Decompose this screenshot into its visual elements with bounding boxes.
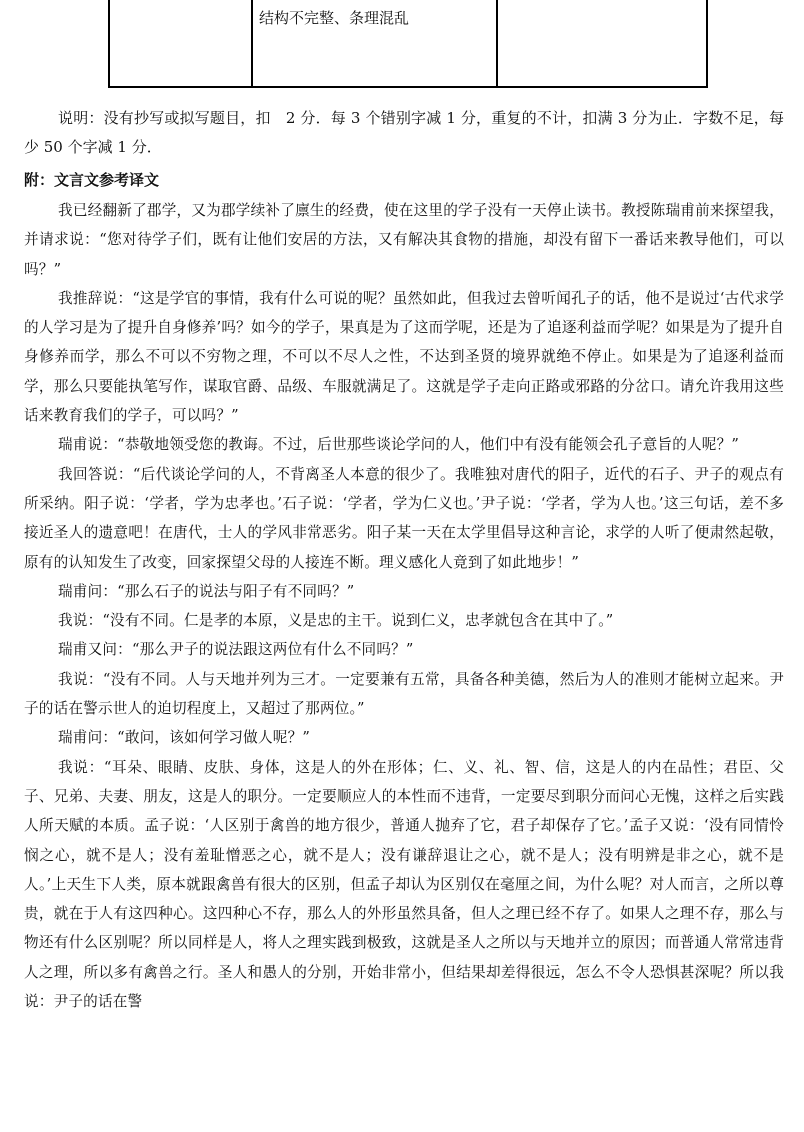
paragraph: 我说：“耳朵、眼睛、皮肤、身体，这是人的外在形体；仁、义、礼、智、信，这是人的内在品性；君臣、父子、兄弟、夫妻、朋友，这是人的职分。一定要顺应人的本性而不违背，一定要尽到职分而问心无愧，这样之后实践人所天赋的本质。孟子说：‘人区别于禽兽的地方很少，普通人抛弃了它，君子却保存了它。’孟子又说：‘没有同情怜悯之心，就不是人；没有羞耻憎恶之心，就不是人；没有谦辞退让之心，就不是人；没有明辨是非之心，就不是人。’上天生下人类，原本就跟禽兽有很大的区别，但孟子却认为区别仅在毫厘之间，为什么呢？对人而言，之所以尊贵，就在于人有这四种心。这四种心不存，那么人的外形虽然具备，但人之理已经不存了。如果人之理不存，那么与物还有什么区别呢？所以同样是人，将人之理实践到极致，这就是圣人之所以与天地并立的原因；而普通人常常违背人之理，所以多有禽兽之行。圣人和愚人的分别，开始非常小，但结果却差得很远，怎么不令人恐惧甚深呢？所以我说：尹子的话在警 <box>24 758 784 1011</box>
table-cell-empty-left <box>110 0 253 86</box>
grading-table-fragment <box>108 0 708 88</box>
paragraph: 瑞甫问：“那么石子的说法与阳子有不同吗？” <box>58 582 355 600</box>
paragraph: 瑞甫又问：“那么尹子的说法跟这两位有什么不同吗？” <box>58 641 414 659</box>
appendix-title: 附：文言文参考译文 <box>24 171 160 189</box>
table-cell-text: 结构不完整、条理混乱 <box>259 9 410 27</box>
paragraph: 我说：“没有不同。仁是孝的本原，义是忠的主干。说到仁义，忠孝就包含在其中了。” <box>58 612 614 630</box>
paragraph: 我推辞说：“这是学官的事情，我有什么可说的呢？虽然如此，但我过去曾听闻孔子的话，他不是说过‘古代求学的人学习是为了提升自身修养’吗？如今的学子，果真是为了这而学呢，还是为了追逐利益而学呢？如果是为了提升自身修养而学，那么不可以不穷物之理，不可以不尽人之性，不达到圣贤的境界就绝不停止。如果是为了追逐利益而学，那么只要能执笔写作，谋取官爵、品级、车服就满足了。这就是学子走向正路或邪路的分岔口。请允许我用这些话来教育我们的学子，可以吗？” <box>24 289 784 425</box>
paragraph: 我回答说：“后代谈论学问的人，不背离圣人本意的很少了。我唯独对唐代的阳子，近代的石子、尹子的观点有所采纳。阳子说：‘学者，学为忠孝也。’石子说：‘学者，学为仁义也。’尹子说：‘学者，学为人也。’这三句话，差不多接近圣人的遗意吧！在唐代，士人的学风非常恶劣。阳子某一天在太学里倡导这种言论，求学的人听了便肃然起敬，原有的认知发生了改变，回家探望父母的人接连不断。理义感化人竟到了如此地步！” <box>24 465 784 571</box>
grading-note: 说明：没有抄写或拟写题目，扣 2 分．每 3 个错别字减 1 分，重复的不计，扣满 3 分为止．字数不足，每少 50 个字减 1 分． <box>24 109 784 156</box>
paragraph: 我说：“没有不同。人与天地并列为三才。一定要兼有五常，具备各种美德，然后为人的准则才能树立起来。尹子的话在警示世人的迫切程度上，又超过了那两位。” <box>24 670 784 718</box>
paragraph: 瑞甫问：“敢问，该如何学习做人呢？” <box>58 729 311 747</box>
translation-body <box>24 196 784 1016</box>
table-cell-description <box>253 0 498 86</box>
paragraph: 我已经翻新了郡学，又为郡学续补了廪生的经费，使在这里的学子没有一天停止读书。教授陈瑞甫前来探望我，并请求说：“您对待学子们，既有让他们安居的方法，又有解决其食物的措施，却没有留下一番话来教导他们，可以吗？” <box>24 202 784 278</box>
paragraph: 瑞甫说：“恭敬地领受您的教诲。不过，后世那些谈论学问的人，他们中有没有能领会孔子意旨的人呢？” <box>58 436 740 454</box>
table-cell-empty-right <box>498 0 706 86</box>
